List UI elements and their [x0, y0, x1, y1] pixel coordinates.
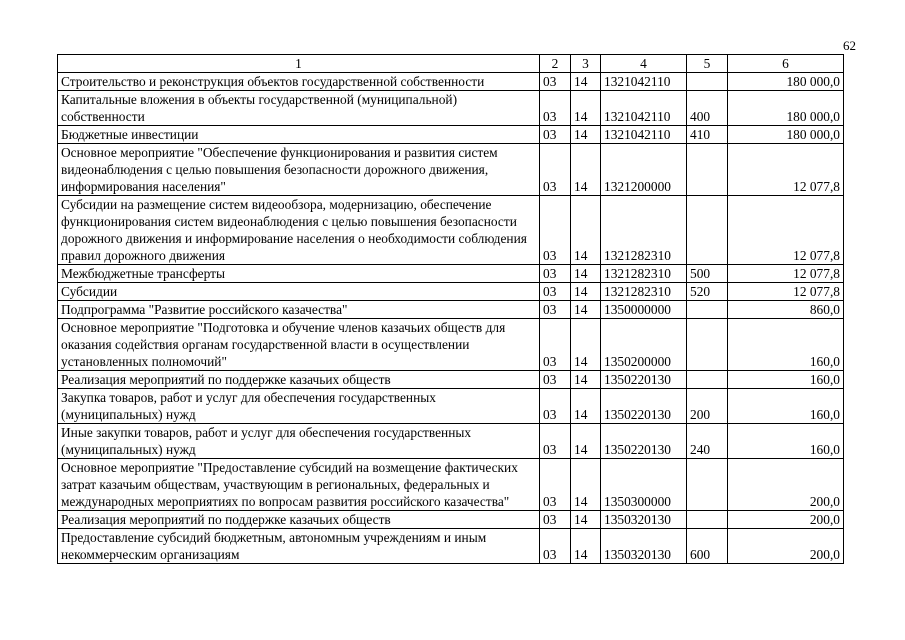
- cell-subsection: 14: [571, 283, 601, 301]
- cell-subsection: 14: [571, 265, 601, 283]
- cell-subsection: 14: [571, 144, 601, 196]
- cell-name: Межбюджетные трансферты: [58, 265, 540, 283]
- cell-target-article: 1321282310: [601, 196, 687, 265]
- cell-section: 03: [540, 91, 571, 126]
- cell-subsection: 14: [571, 91, 601, 126]
- cell-expense-type: [687, 144, 728, 196]
- cell-section: 03: [540, 196, 571, 265]
- cell-target-article: 1321282310: [601, 265, 687, 283]
- cell-section: 03: [540, 301, 571, 319]
- cell-name: Подпрограмма "Развитие российского казачества": [58, 301, 540, 319]
- cell-amount: 12 077,8: [728, 196, 844, 265]
- cell-name: Строительство и реконструкция объектов государственной собственности: [58, 73, 540, 91]
- cell-section: 03: [540, 126, 571, 144]
- cell-subsection: 14: [571, 73, 601, 91]
- cell-section: 03: [540, 283, 571, 301]
- table-row: [58, 459, 844, 511]
- cell-amount: 160,0: [728, 319, 844, 371]
- cell-subsection: 14: [571, 529, 601, 564]
- header-col-1: 1: [58, 55, 540, 73]
- cell-section: 03: [540, 511, 571, 529]
- table-row: [58, 319, 844, 371]
- cell-target-article: 1350300000: [601, 459, 687, 511]
- header-row: [58, 55, 844, 73]
- header-col-5: 5: [687, 55, 728, 73]
- table-row: [58, 529, 844, 564]
- cell-section: 03: [540, 265, 571, 283]
- cell-name: Иные закупки товаров, работ и услуг для обеспечения государственных (муниципальных) нужд: [58, 424, 540, 459]
- table-header: [58, 55, 844, 73]
- cell-expense-type: 410: [687, 126, 728, 144]
- cell-expense-type: [687, 301, 728, 319]
- table-row: [58, 389, 844, 424]
- cell-expense-type: [687, 371, 728, 389]
- cell-expense-type: 400: [687, 91, 728, 126]
- cell-section: 03: [540, 389, 571, 424]
- cell-target-article: 1350220130: [601, 389, 687, 424]
- cell-expense-type: [687, 196, 728, 265]
- cell-name: Капитальные вложения в объекты государственной (муниципальной) собственности: [58, 91, 540, 126]
- cell-amount: 860,0: [728, 301, 844, 319]
- page-number: 62: [843, 38, 856, 53]
- cell-amount: 160,0: [728, 424, 844, 459]
- cell-target-article: 1350200000: [601, 319, 687, 371]
- cell-subsection: 14: [571, 301, 601, 319]
- cell-name: Основное мероприятие "Обеспечение функционирования и развития систем видеонаблюдения с целью повышения безопасности дорожного движения, информирования населения": [58, 144, 540, 196]
- cell-subsection: 14: [571, 126, 601, 144]
- cell-target-article: 1321042110: [601, 73, 687, 91]
- cell-amount: 180 000,0: [728, 73, 844, 91]
- cell-name: Субсидии: [58, 283, 540, 301]
- cell-expense-type: [687, 319, 728, 371]
- cell-target-article: 1321200000: [601, 144, 687, 196]
- cell-expense-type: 500: [687, 265, 728, 283]
- cell-amount: 200,0: [728, 459, 844, 511]
- cell-amount: 12 077,8: [728, 144, 844, 196]
- cell-amount: 180 000,0: [728, 126, 844, 144]
- cell-target-article: 1350320130: [601, 511, 687, 529]
- cell-subsection: 14: [571, 389, 601, 424]
- cell-target-article: 1350000000: [601, 301, 687, 319]
- cell-subsection: 14: [571, 459, 601, 511]
- cell-subsection: 14: [571, 424, 601, 459]
- table-row: [58, 126, 844, 144]
- cell-section: 03: [540, 319, 571, 371]
- cell-section: 03: [540, 459, 571, 511]
- cell-expense-type: 240: [687, 424, 728, 459]
- cell-subsection: 14: [571, 371, 601, 389]
- cell-amount: 12 077,8: [728, 265, 844, 283]
- cell-section: 03: [540, 73, 571, 91]
- cell-name: Основное мероприятие "Предоставление субсидий на возмещение фактических затрат казачьим обществам, участвующим в региональных, федеральных и международных мероприятиях по вопросам развития российского казачества": [58, 459, 540, 511]
- cell-name: Субсидии на размещение систем видеообзора, модернизацию, обеспечение функционирования систем видеонаблюдения с целью повышения безопасности дорожного движения и информирование населения о необходимости соблюдения правил дорожного движения: [58, 196, 540, 265]
- cell-section: 03: [540, 424, 571, 459]
- cell-amount: 160,0: [728, 371, 844, 389]
- cell-section: 03: [540, 144, 571, 196]
- cell-amount: 200,0: [728, 511, 844, 529]
- cell-target-article: 1350220130: [601, 371, 687, 389]
- cell-name: Реализация мероприятий по поддержке казачьих обществ: [58, 371, 540, 389]
- cell-target-article: 1321042110: [601, 91, 687, 126]
- cell-section: 03: [540, 529, 571, 564]
- cell-target-article: 1321042110: [601, 126, 687, 144]
- table-row: [58, 371, 844, 389]
- cell-expense-type: 520: [687, 283, 728, 301]
- cell-amount: 160,0: [728, 389, 844, 424]
- table-row: [58, 196, 844, 265]
- cell-expense-type: 600: [687, 529, 728, 564]
- header-col-2: 2: [540, 55, 571, 73]
- cell-expense-type: [687, 459, 728, 511]
- table-row: [58, 283, 844, 301]
- table-row: [58, 511, 844, 529]
- cell-subsection: 14: [571, 511, 601, 529]
- header-col-3: 3: [571, 55, 601, 73]
- cell-name: Бюджетные инвестиции: [58, 126, 540, 144]
- cell-amount: 12 077,8: [728, 283, 844, 301]
- table-row: [58, 424, 844, 459]
- budget-table: [57, 54, 844, 564]
- cell-expense-type: [687, 511, 728, 529]
- cell-target-article: 1350220130: [601, 424, 687, 459]
- cell-name: Закупка товаров, работ и услуг для обеспечения государственных (муниципальных) нужд: [58, 389, 540, 424]
- cell-expense-type: 200: [687, 389, 728, 424]
- header-col-4: 4: [601, 55, 687, 73]
- cell-amount: 200,0: [728, 529, 844, 564]
- header-col-6: 6: [728, 55, 844, 73]
- table-row: [58, 73, 844, 91]
- cell-section: 03: [540, 371, 571, 389]
- table-row: [58, 91, 844, 126]
- table-row: [58, 144, 844, 196]
- cell-name: Реализация мероприятий по поддержке казачьих обществ: [58, 511, 540, 529]
- cell-subsection: 14: [571, 196, 601, 265]
- cell-target-article: 1350320130: [601, 529, 687, 564]
- table-row: [58, 265, 844, 283]
- cell-name: Основное мероприятие "Подготовка и обучение членов казачьих обществ для оказания содействия органам государственной власти в осуществлении установленных полномочий": [58, 319, 540, 371]
- table-body: [58, 73, 844, 564]
- cell-expense-type: [687, 73, 728, 91]
- cell-amount: 180 000,0: [728, 91, 844, 126]
- cell-name: Предоставление субсидий бюджетным, автономным учреждениям и иным некоммерческим организациям: [58, 529, 540, 564]
- cell-subsection: 14: [571, 319, 601, 371]
- cell-target-article: 1321282310: [601, 283, 687, 301]
- table-row: [58, 301, 844, 319]
